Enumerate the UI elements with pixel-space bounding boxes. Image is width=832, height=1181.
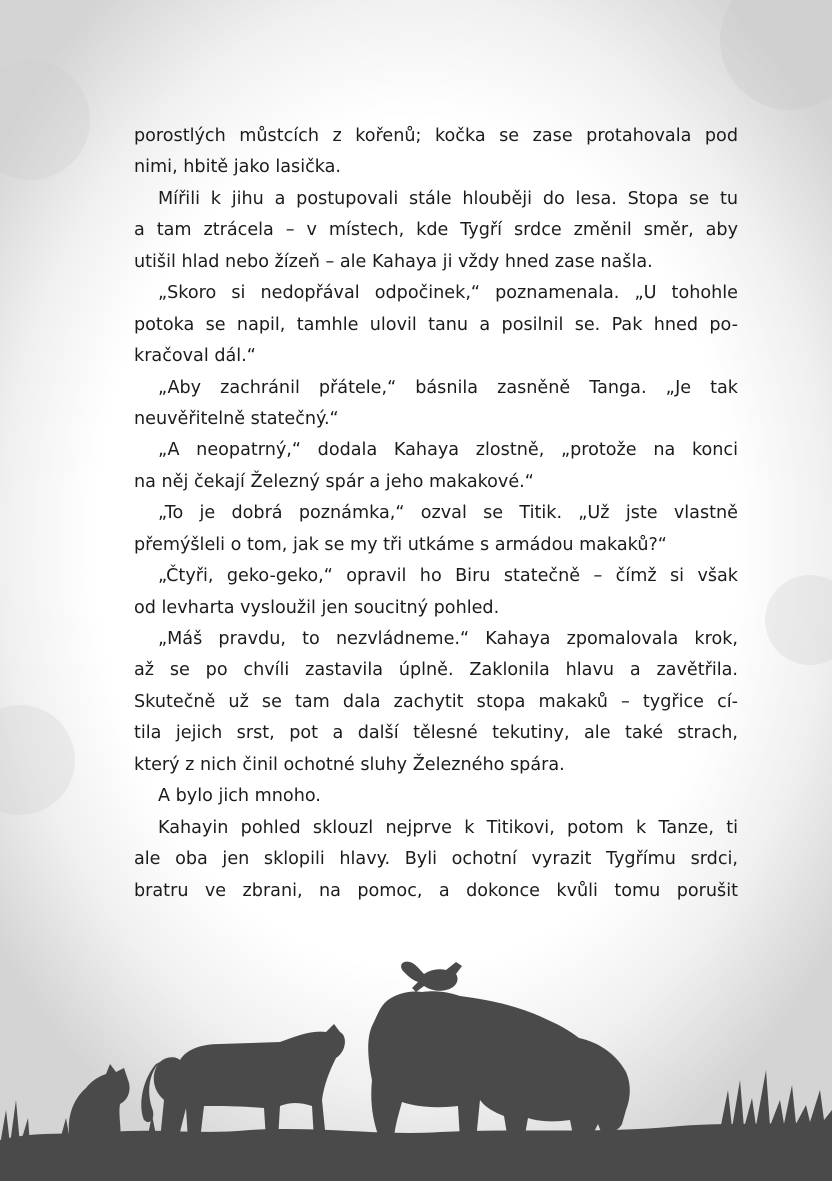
text-line: potoka se napil, tamhle ulovil tanu a posilnil se. Pak hned po- <box>134 314 738 335</box>
cub-silhouette <box>69 1064 130 1140</box>
text-line: od levharta vysloužil jen soucitný pohled. <box>134 597 500 618</box>
text-line: neuvěřitelně statečný.“ <box>134 408 339 429</box>
animals-silhouette-illustration <box>0 940 832 1181</box>
paragraph <box>134 498 738 561</box>
paragraph <box>134 278 738 372</box>
text-line: utišil hlad nebo žízeň – ale Kahaya ji vždy hned zase našla. <box>134 251 653 272</box>
paragraph <box>134 435 738 498</box>
text-line: přemýšleli o tom, jak se my tři utkáme s armádou makaků?“ <box>134 534 667 555</box>
text-line: Mířili k jihu a postupovali stále hlouběji do lesa. Stopa se tu <box>158 188 738 209</box>
paragraph <box>134 781 738 812</box>
text-line: A bylo jich mnoho. <box>158 786 321 807</box>
text-line: „Skoro si nedopřával odpočinek,“ poznamenala. „U tohohle <box>158 283 738 304</box>
leopard-silhouette <box>141 1024 345 1140</box>
paragraph <box>134 184 738 278</box>
paragraph <box>134 561 738 624</box>
text-line: a tam ztrácela – v místech, kde Tygří srdce změnil směr, aby <box>134 220 738 241</box>
text-line: „Máš pravdu, to nezvládneme.“ Kahaya zpomalovala krok, <box>158 629 738 649</box>
text-line: Kahayin pohled sklouzl nejprve k Titikovi, potom k Tanze, ti <box>158 817 738 838</box>
gecko-silhouette <box>401 962 462 992</box>
paragraph <box>134 373 738 436</box>
text-line: nimi, hbitě jako lasička. <box>134 157 342 178</box>
text-line: „A neopatrný,“ dodala Kahaya zlostně, „protože na konci <box>158 440 738 461</box>
text-line: ale oba jen sklopili hlavy. Byli ochotní vyrazit Tygřímu srdci, <box>134 849 738 870</box>
text-line: který z nich činil ochotné sluhy Železného spára. <box>134 754 565 775</box>
text-line: až se po chvíli zastavila úplně. Zaklonila hlavu a zavětřila. <box>134 660 738 681</box>
text-line: „Čtyři, geko-geko,“ opravil ho Biru statečně – čímž si však <box>158 566 738 587</box>
text-line: Skutečně už se tam dala zachytit stopa makaků – tygřice cí- <box>134 691 738 712</box>
text-line: bratru ve zbrani, na pomoc, a dokonce kvůli tomu porušit <box>134 880 738 901</box>
text-line: tila jejich srst, pot a další tělesné tekutiny, ale také strach, <box>134 723 738 744</box>
text-line: kračoval dál.“ <box>134 346 256 367</box>
body-text <box>134 121 738 907</box>
text-line: porostlých můstcích z kořenů; kočka se zase protahovala pod <box>134 126 738 146</box>
text-line: na něj čekají Železný spár a jeho makakové.“ <box>134 471 534 492</box>
paragraph <box>134 813 738 907</box>
text-line: „Aby zachránil přátele,“ básnila zasněně Tanga. „Je tak <box>158 377 738 398</box>
text-line: „To je dobrá poznámka,“ ozval se Titik. „Už jste vlastně <box>158 503 738 524</box>
ground-silhouette <box>0 1120 832 1181</box>
paragraph <box>134 121 738 184</box>
paragraph <box>134 624 738 781</box>
